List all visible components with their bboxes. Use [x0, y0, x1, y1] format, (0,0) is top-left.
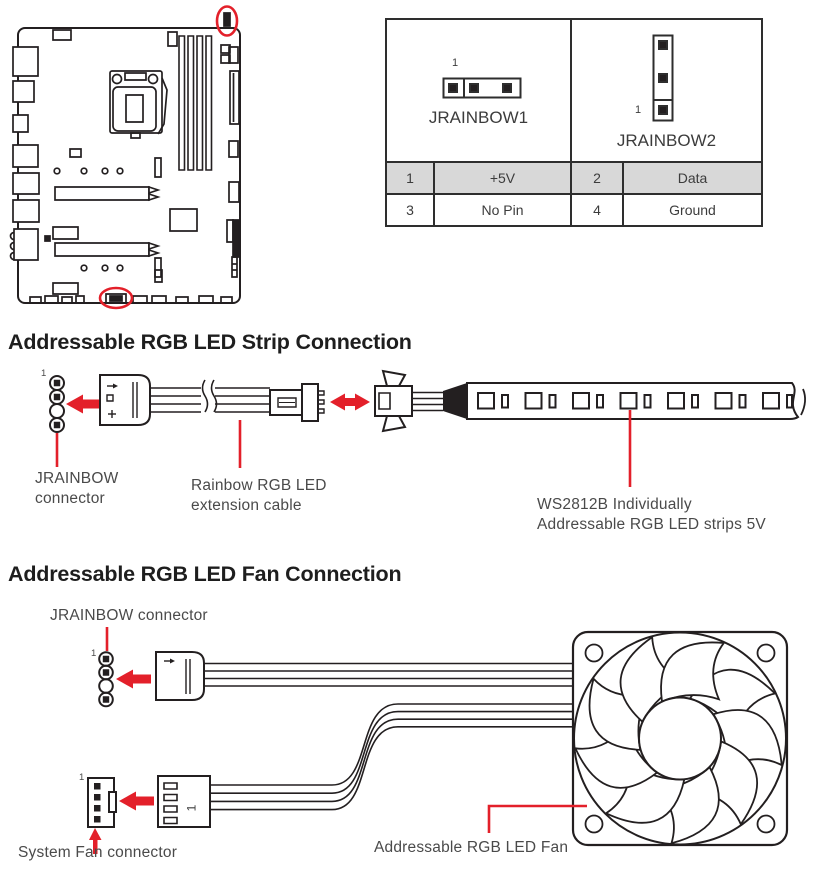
extension-cable-label: Rainbow RGB LED extension cable — [191, 477, 327, 514]
fan-led-cable-connector — [156, 652, 204, 700]
strip-connector — [375, 371, 412, 431]
jrainbow1-pin1-marker: 1 — [452, 57, 459, 69]
rear-io-ports — [11, 47, 40, 260]
pin-desc: +5V — [434, 162, 571, 194]
led-strip-label: WS2812B Individually Addressable RGB LED strips 5V — [537, 496, 766, 533]
system-fan-header — [88, 778, 116, 827]
cpu-socket — [110, 71, 167, 138]
jrainbow2-label: JRAINBOW2 — [616, 131, 717, 150]
motherboard-diagram — [0, 0, 260, 316]
pin-desc: Data — [623, 162, 762, 194]
led-strip — [467, 383, 805, 419]
jrainbow1-pinout-drawing — [442, 77, 522, 99]
chipset — [170, 209, 197, 231]
pin-desc: No Pin — [434, 194, 571, 226]
fan-plug-pin1-marker: 1 — [184, 804, 199, 812]
arrow-left-icon — [119, 792, 154, 811]
arrow-left-icon — [66, 395, 101, 414]
jrainbow2-pinout-drawing — [652, 34, 674, 122]
jrainbow1-label: JRAINBOW1 — [428, 108, 529, 127]
jrainbow2-pin1-marker: 1 — [635, 104, 642, 116]
jrainbow1-cell — [386, 19, 571, 162]
fan-connection-diagram — [0, 595, 814, 872]
pin-desc: Ground — [623, 194, 762, 226]
fan-hub — [639, 698, 721, 780]
jrainbow-connector-label: JRAINBOW connector — [35, 470, 119, 507]
pin-num: 2 — [571, 162, 623, 194]
led-cable-wires — [204, 664, 578, 687]
cable-male-plug — [270, 384, 324, 421]
double-arrow-icon — [330, 394, 370, 411]
pin-definition-table — [385, 18, 763, 227]
jrainbow2-cell — [571, 19, 762, 162]
fan-section-heading: Addressable RGB LED Fan Connection — [8, 562, 402, 586]
fan-power-plug — [158, 776, 210, 827]
rgb-fan — [567, 625, 797, 855]
pin-num: 1 — [386, 162, 434, 194]
jrainbow-header — [99, 652, 113, 706]
jrainbow-header — [50, 376, 64, 432]
fan-jrainbow-pin1-marker: 1 — [91, 648, 97, 659]
system-fan-connector-label: System Fan connector — [18, 844, 178, 861]
strip-section-heading: Addressable RGB LED Strip Connection — [8, 330, 412, 354]
fan-power-wires — [210, 704, 578, 810]
sysfan-pin1-marker: 1 — [79, 772, 85, 783]
pin-num: 3 — [386, 194, 434, 226]
fan-jrainbow-connector-label: JRAINBOW connector — [50, 607, 208, 624]
arrow-left-icon — [116, 670, 151, 689]
pcie-slots — [55, 187, 158, 256]
dimm-slots — [179, 36, 212, 170]
rgb-fan-label: Addressable RGB LED Fan — [374, 839, 569, 856]
strip-pin1-marker: 1 — [41, 368, 47, 379]
extension-cable-connector — [100, 375, 150, 425]
pin-num: 4 — [571, 194, 623, 226]
